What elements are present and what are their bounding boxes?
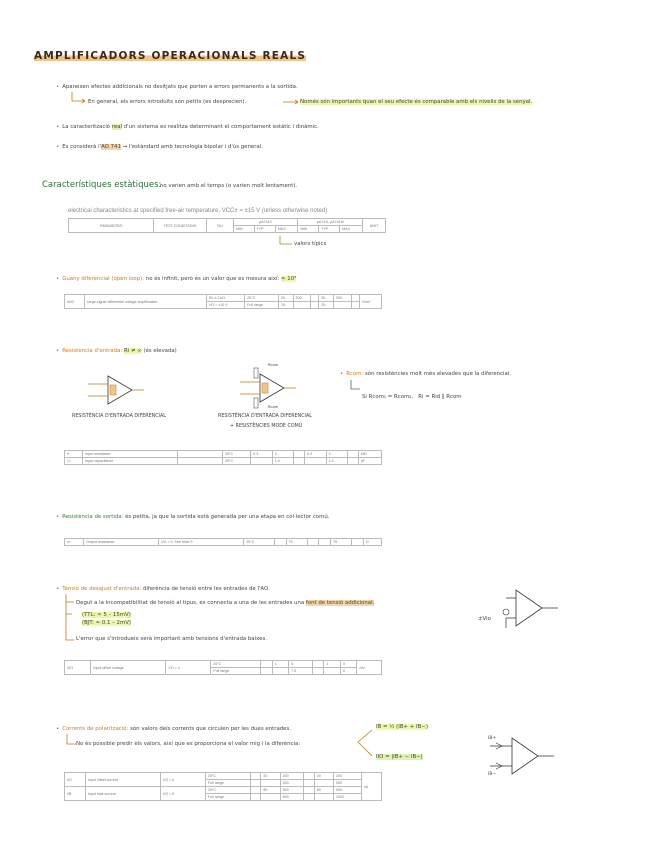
bias-line: • Corrents de polarització: són valors dels corrents que circulen per les dues entrades. <box>56 726 292 732</box>
bias-branch-arrows <box>358 724 378 764</box>
intro-bullet-2: • La caracterització real d'un sistema es realitza determinant el comportament estàtic i dinàmic. <box>56 124 319 130</box>
rin-label-1: RESISTÈNCIA D'ENTRADA DIFERENCIAL <box>72 414 166 419</box>
ib-minus-label: IB− <box>488 772 497 777</box>
rcom-formula: Si Rcom₁ = Rcom₂, Ri = Rid ∥ Rcom <box>362 394 462 400</box>
offset-table: VIO Input offset voltage VO = 0 25°C 1 5 1 5 mV Full range 7.5 6 <box>64 660 382 675</box>
offset-sub-1: Degut a la incompatibilitat de tensió al tipus, es connecta a una de les entrades una font de tensió addicional. <box>76 600 375 606</box>
opamp-diagram-2 <box>240 366 300 410</box>
rin-label-2: RESISTÈNCIA D'ENTRADA DIFERENCIAL <box>218 414 312 419</box>
opamp-offset-diagram <box>492 584 562 640</box>
rcom-note: • Rcom: són resistències molt més elevades que la diferencial. <box>340 371 512 377</box>
rin-line: • Resistència d'entrada: Ri ≠ ∞ (és elevada) <box>56 348 177 354</box>
rcom-label-1: Rcom <box>268 363 279 367</box>
bias-formula-1: IB = ½ (IB+ + IB−) <box>376 724 428 730</box>
rcom-label-2: Rcom <box>268 405 279 409</box>
intro-sub-1: En general, els errors introduïts són petits (es desprecien). <box>88 99 247 105</box>
arrow-icon <box>70 92 90 106</box>
intro-bullet-3: • Es considerà l'AO 741 → l'estàndard amb tecnologia bipolar i d'ús general. <box>56 144 263 150</box>
offset-sub-2: (TTL: ≈ 5 – 15mV) <box>82 612 131 618</box>
static-note: no varien amb el temps (o varien molt lentament). <box>160 183 298 189</box>
electrical-characteristics-title: electrical characteristics at specified free-air temperature, VCC± = ±15 V (unless otherwise noted) <box>68 208 328 214</box>
bias-table: IIO Input offset current VO = 0 25°C 20 200 20 200 nA Full range 300 500 IIB Input bias current VO = 0 25°C 80 500 80 500 Full range 800 1500 <box>64 772 382 801</box>
offset-sub-4: L'error que s'introdueix serà important amb tensions d'entrada baixes. <box>76 636 267 642</box>
rin-label-3: + RESISTÈNCIES MODE COMÚ <box>230 424 303 429</box>
rout-table: ro Output resistance VO = 0, See Note 5 25°C 75 75 Ω <box>64 538 382 546</box>
ib-plus-label: IB+ <box>488 736 497 741</box>
static-heading: Característiques estàtiques: <box>42 180 162 190</box>
intro-bullet-1: • Apareixen efectes addicionals no desitjats que porten a errors permanents a la sortida. <box>56 84 298 90</box>
typical-values-note: valors típics <box>294 241 327 247</box>
opamp-diagram-1 <box>88 370 148 410</box>
offset-line: • Tensió de desajust d'entrada: diferència de tensió entre les entrades de l'AO. <box>56 586 270 592</box>
intro-sub-2: Només són importants quan el seu efecte és comparable amb els nivells de la senyal. <box>300 99 533 105</box>
vio-label: ±Vio <box>478 616 491 622</box>
bias-sub: No és possible predir els valors, així que es proporciona el valor mig i la diferència: <box>76 741 301 747</box>
rout-line: • Resistència de sortida: és petita, ja que la sortida està generada per una etapa en col·lector comú. <box>56 514 330 520</box>
gain-line: • Guany diferencial (open loop): no és infinit, però és un valor que es mesura així: ≈ 10⁵ <box>56 276 297 282</box>
bias-formula-2: IIO = |IB+ − IB−| <box>376 754 423 760</box>
page-title: AMPLIFICADORS OPERACIONALS REALS <box>34 50 307 62</box>
offset-sub-3: (BJT: ≈ 0.1 – 2mV) <box>82 620 132 626</box>
gain-table: AVD Large-signal differential voltage amplification RL ≥ 2 kΩ 25°C 20 200 50 200 V/mV VO = ±10 V Full range 15 25 <box>64 294 382 309</box>
arrow-icon <box>350 380 364 394</box>
header-table: PARAMETER TEST CONDITIONS TA† µA741C µA741I, µA741M UNIT MIN TYP MAX MIN TYP MAX <box>68 218 386 233</box>
rin-table: ri Input resistance 25°C 0.3 2 0.3 2 MΩ Ci Input capacitance 25°C 1.4 1.4 pF <box>64 450 382 465</box>
